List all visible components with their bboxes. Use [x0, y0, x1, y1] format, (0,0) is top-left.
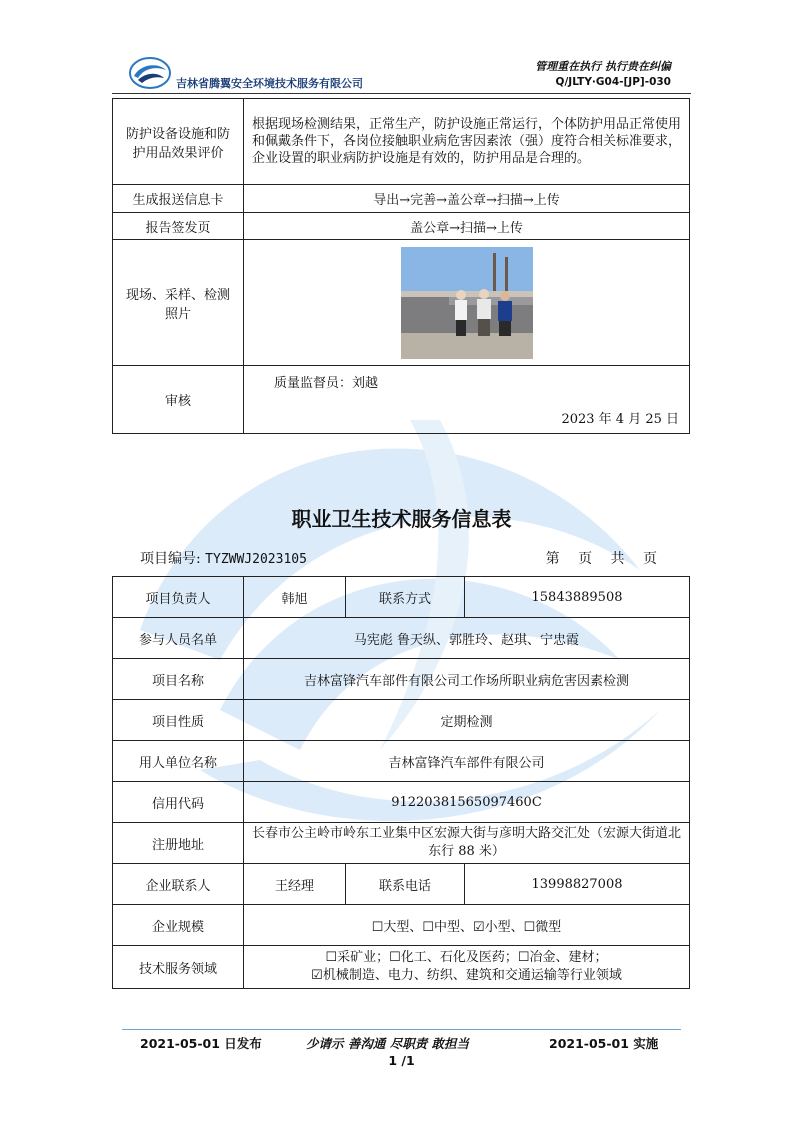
report-card-value: 导出→完善→盖公章→扫描→上传: [244, 185, 690, 213]
photo-label: 现场、采样、检测照片: [113, 240, 244, 366]
project-name-label: 项目名称: [113, 659, 244, 700]
eval-text: 根据现场检测结果，正常生产，防护设施正常运行，个体防护用品正常使用和佩戴条件下，各岗位接触职业病危害因素浓（强）度符合相关标准要求，企业设置的职业病防护设施是有效的，防护用品是合理的。: [244, 99, 690, 185]
table-row: [113, 240, 690, 366]
page-title: 职业卫生技术服务信息表: [291, 507, 512, 531]
review-date: 2023 年 4 月 25 日: [561, 412, 679, 427]
service-info-table: [112, 576, 690, 989]
table-row: [113, 185, 690, 213]
project-name-value: 吉林富锋汽车部件有限公司工作场所职业病危害因素检测: [244, 659, 690, 700]
members-value: 马宪彪 鲁天纵、郭胜玲、赵琪、宁忠霞: [244, 618, 690, 659]
table-row: [113, 213, 690, 240]
header-doc-code: Q/JLTY·G04-[JP]-030: [555, 76, 671, 88]
table-row: [113, 99, 690, 185]
footer-page-number: 1 /1: [388, 1053, 415, 1068]
field-label: 技术服务领域: [113, 946, 244, 989]
header-slogan: 管理重在执行 执行贵在纠偏: [535, 60, 671, 73]
ent-phone-value: 13998827008: [465, 864, 690, 905]
review-supervisor: 质量监督员：刘越: [274, 376, 379, 391]
address-label: 注册地址: [113, 823, 244, 864]
table-row: [113, 823, 690, 864]
employer-value: 吉林富锋汽车部件有限公司: [244, 741, 690, 782]
table-row: [113, 366, 690, 434]
leader-value: 韩旭: [244, 577, 346, 618]
footer-implement-date: 2021-05-01 实施: [549, 1036, 659, 1051]
table-row: [113, 577, 690, 618]
employer-label: 用人单位名称: [113, 741, 244, 782]
credit-value: 91220381565097460C: [244, 782, 690, 823]
leader-label: 项目负责人: [113, 577, 244, 618]
nature-value: 定期检测: [244, 700, 690, 741]
footer-divider: [122, 1029, 681, 1030]
eval-label: 防护设备设施和防护用品效果评价: [113, 99, 244, 185]
page-indicator: 第 页 共 页: [545, 551, 657, 567]
credit-label: 信用代码: [113, 782, 244, 823]
footer-motto: 少请示 善沟通 尽职责 敢担当: [306, 1036, 470, 1051]
ent-contact-value: 王经理: [244, 864, 346, 905]
members-label: 参与人员名单: [113, 618, 244, 659]
review-cell: [244, 366, 690, 434]
table-row: [113, 905, 690, 946]
scale-label: 企业规模: [113, 905, 244, 946]
ent-phone-label: 联系电话: [346, 864, 465, 905]
nature-label: 项目性质: [113, 700, 244, 741]
ent-contact-label: 企业联系人: [113, 864, 244, 905]
field-line-1: ☐采矿业；☐化工、石化及医药；☐冶金、建材；: [325, 950, 608, 965]
table-row: [113, 741, 690, 782]
field-line-2: ☑机械制造、电力、纺织、建筑和交通运输等行业领域: [311, 968, 622, 983]
footer-publish-date: 2021-05-01 日发布: [140, 1036, 262, 1051]
report-sign-value: 盖公章→扫描→上传: [244, 213, 690, 240]
address-value: 长春市公主岭市岭东工业集中区宏源大街与彦明大路交汇处（宏源大街道北东行 88 米）: [244, 823, 690, 864]
table-row: [113, 782, 690, 823]
project-number-value: TYZWWJ2023105: [205, 552, 307, 567]
contact-value: 15843889508: [465, 577, 690, 618]
company-logo: [128, 56, 172, 90]
header-divider: [112, 93, 691, 94]
field-value: [244, 946, 690, 989]
table-row: [113, 864, 690, 905]
project-number: [140, 548, 307, 568]
contact-label: 联系方式: [346, 577, 465, 618]
table-row: [113, 700, 690, 741]
photo-cell: [244, 240, 690, 366]
table-row: [113, 946, 690, 989]
table-row: [113, 659, 690, 700]
site-photo: [401, 247, 533, 359]
scale-value: ☐大型、☐中型、☑小型、☐微型: [244, 905, 690, 946]
table-row: [113, 618, 690, 659]
project-number-label: 项目编号:: [140, 551, 201, 567]
report-card-label: 生成报送信息卡: [113, 185, 244, 213]
evaluation-table: [112, 98, 690, 434]
report-sign-label: 报告签发页: [113, 213, 244, 240]
company-name: 吉林省腾翼安全环境技术服务有限公司: [176, 77, 363, 90]
review-label: 审核: [113, 366, 244, 434]
